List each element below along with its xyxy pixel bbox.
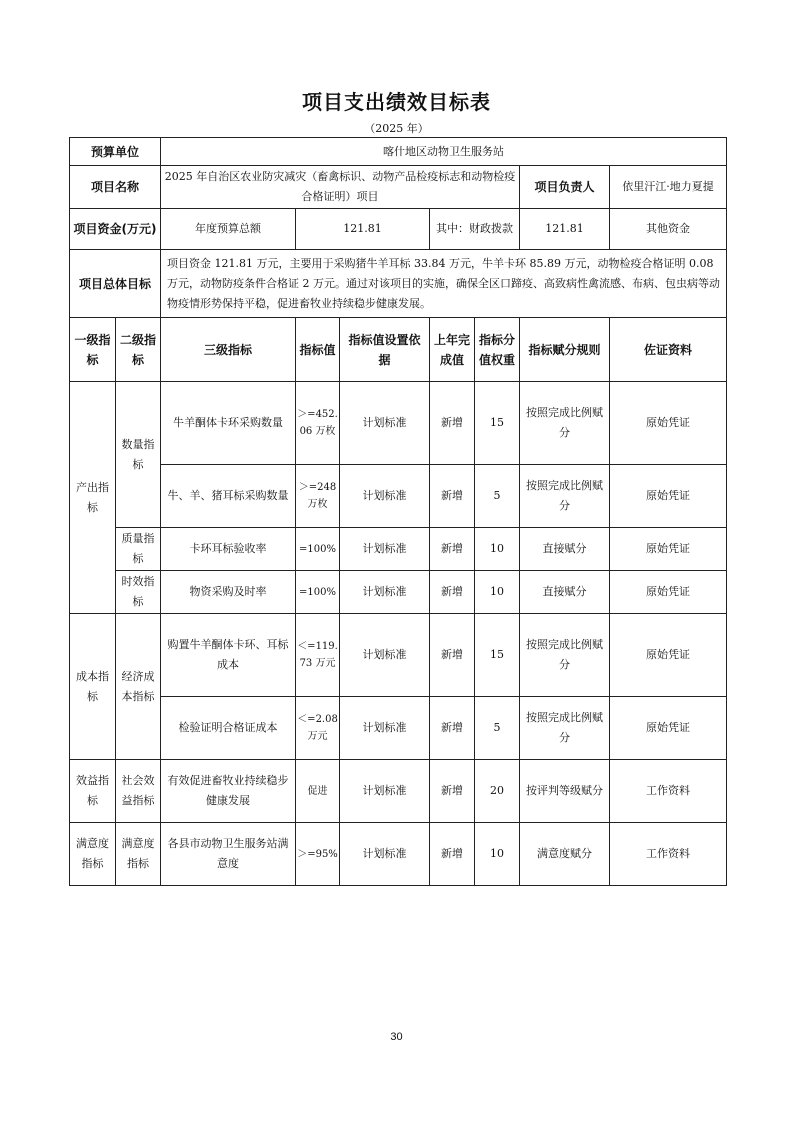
- value-cell: ＜=119.73 万元: [296, 614, 340, 697]
- l3-cell: 各县市动物卫生服务站满意度: [161, 823, 296, 886]
- project-name-row: [70, 166, 727, 209]
- evidence-cell: 工作资料: [610, 760, 727, 823]
- fiscal-label: 其中：财政拨款: [430, 209, 520, 250]
- basis-cell: 计划标准: [340, 614, 430, 697]
- evidence-cell: 原始凭证: [610, 528, 727, 571]
- rule-cell: 按照完成比例赋分: [520, 382, 610, 465]
- l3-cell: 检验证明合格证成本: [161, 697, 296, 760]
- group-satisfaction-sub: 满意度指标: [116, 823, 161, 886]
- basis-cell: 计划标准: [340, 465, 430, 528]
- weight-cell: 10: [475, 528, 520, 571]
- evidence-cell: 原始凭证: [610, 382, 727, 465]
- value-cell: ＜=2.08 万元: [296, 697, 340, 760]
- col-level3: 三级指标: [161, 318, 296, 382]
- group-cost: 成本指标: [70, 614, 116, 760]
- unit-row: [70, 138, 727, 166]
- last-cell: 新增: [430, 571, 475, 614]
- l3-cell: 牛、羊、猪耳标采购数量: [161, 465, 296, 528]
- basis-cell: 计划标准: [340, 760, 430, 823]
- unit-value: 喀什地区动物卫生服务站: [161, 138, 727, 166]
- l3-cell: 卡环耳标验收率: [161, 528, 296, 571]
- funds-row: [70, 209, 727, 250]
- col-evidence: 佐证资料: [610, 318, 727, 382]
- project-leader-value: 依里汗江·地力夏提: [610, 166, 727, 209]
- group-quality: 质量指标: [116, 528, 161, 571]
- group-timeliness: 时效指标: [116, 571, 161, 614]
- l3-cell: 购置牛羊酮体卡环、耳标成本: [161, 614, 296, 697]
- evidence-cell: 原始凭证: [610, 571, 727, 614]
- group-output: 产出指标: [70, 382, 116, 614]
- rule-cell: 按照完成比例赋分: [520, 465, 610, 528]
- basis-cell: 计划标准: [340, 697, 430, 760]
- value-cell: =100%: [296, 571, 340, 614]
- value-cell: ＞=452.06 万枚: [296, 382, 340, 465]
- last-cell: 新增: [430, 614, 475, 697]
- group-social: 社会效益指标: [116, 760, 161, 823]
- goal-value: 项目资金 121.81 万元，主要用于采购猪牛羊耳标 33.84 万元，牛羊卡环 85.89 万元，动物检疫合格证明 0.08 万元，动物防疫条件合格证 2 万元。通过对该项目的实施，确保全区口蹄疫、高致病性禽流感、布病、包虫病等动物疫情形势保持平稳，促进畜牧业持续稳步健康发展。: [161, 250, 727, 318]
- col-level2: 二级指标: [116, 318, 161, 382]
- project-leader-label: 项目负责人: [520, 166, 610, 209]
- rule-cell: 按照完成比例赋分: [520, 697, 610, 760]
- col-weight: 指标分值权重: [475, 318, 520, 382]
- weight-cell: 5: [475, 465, 520, 528]
- l3-cell: 物资采购及时率: [161, 571, 296, 614]
- value-cell: ＞=248 万枚: [296, 465, 340, 528]
- last-cell: 新增: [430, 760, 475, 823]
- weight-cell: 15: [475, 382, 520, 465]
- column-header-row: [70, 318, 727, 382]
- table-row: [70, 528, 727, 571]
- rule-cell: 按评判等级赋分: [520, 760, 610, 823]
- l3-cell: 有效促进畜牧业持续稳步健康发展: [161, 760, 296, 823]
- basis-cell: 计划标准: [340, 571, 430, 614]
- basis-cell: 计划标准: [340, 823, 430, 886]
- group-quantity: 数量指标: [116, 382, 161, 528]
- rule-cell: 直接赋分: [520, 528, 610, 571]
- page-title: 项目支出绩效目标表: [302, 90, 491, 114]
- col-value: 指标值: [296, 318, 340, 382]
- value-cell: ＞=95%: [296, 823, 340, 886]
- evidence-cell: 原始凭证: [610, 614, 727, 697]
- weight-cell: 15: [475, 614, 520, 697]
- rule-cell: 满意度赋分: [520, 823, 610, 886]
- weight-cell: 20: [475, 760, 520, 823]
- col-level1: 一级指标: [70, 318, 116, 382]
- table-row: [70, 697, 727, 760]
- last-cell: 新增: [430, 823, 475, 886]
- group-satisfaction: 满意度指标: [70, 823, 116, 886]
- weight-cell: 10: [475, 571, 520, 614]
- value-cell: 促进: [296, 760, 340, 823]
- goal-label: 项目总体目标: [70, 250, 161, 318]
- year-label: （2025 年）: [364, 122, 429, 135]
- rule-cell: 按照完成比例赋分: [520, 614, 610, 697]
- rule-cell: 直接赋分: [520, 571, 610, 614]
- weight-cell: 5: [475, 697, 520, 760]
- goal-row: [70, 250, 727, 318]
- l3-cell: 牛羊酮体卡环采购数量: [161, 382, 296, 465]
- col-basis: 指标值设置依据: [340, 318, 430, 382]
- col-last-year: 上年完成值: [430, 318, 475, 382]
- table-row: [70, 823, 727, 886]
- project-name-label: 项目名称: [70, 166, 161, 209]
- basis-cell: 计划标准: [340, 528, 430, 571]
- table-row: [70, 614, 727, 697]
- funds-label: 项目资金(万元): [70, 209, 161, 250]
- basis-cell: 计划标准: [340, 382, 430, 465]
- table-row: [70, 382, 727, 465]
- performance-table: [69, 137, 727, 886]
- annual-budget-label: 年度预算总额: [161, 209, 296, 250]
- group-econ-cost: 经济成本指标: [116, 614, 161, 760]
- table-row: [70, 760, 727, 823]
- col-rule: 指标赋分规则: [520, 318, 610, 382]
- evidence-cell: 工作资料: [610, 823, 727, 886]
- last-cell: 新增: [430, 528, 475, 571]
- annual-budget-value: 121.81: [296, 209, 430, 250]
- weight-cell: 10: [475, 823, 520, 886]
- table-row: [70, 465, 727, 528]
- project-name-value: 2025 年自治区农业防灾减灾（畜禽标识、动物产品检疫标志和动物检疫合格证明）项目: [161, 166, 520, 209]
- table-row: [70, 571, 727, 614]
- last-cell: 新增: [430, 465, 475, 528]
- last-cell: 新增: [430, 382, 475, 465]
- last-cell: 新增: [430, 697, 475, 760]
- group-benefit: 效益指标: [70, 760, 116, 823]
- unit-label: 预算单位: [70, 138, 161, 166]
- fiscal-value: 121.81: [520, 209, 610, 250]
- page-number: 30: [390, 1031, 403, 1043]
- other-funds-label: 其他资金: [610, 209, 727, 250]
- evidence-cell: 原始凭证: [610, 465, 727, 528]
- evidence-cell: 原始凭证: [610, 697, 727, 760]
- value-cell: =100%: [296, 528, 340, 571]
